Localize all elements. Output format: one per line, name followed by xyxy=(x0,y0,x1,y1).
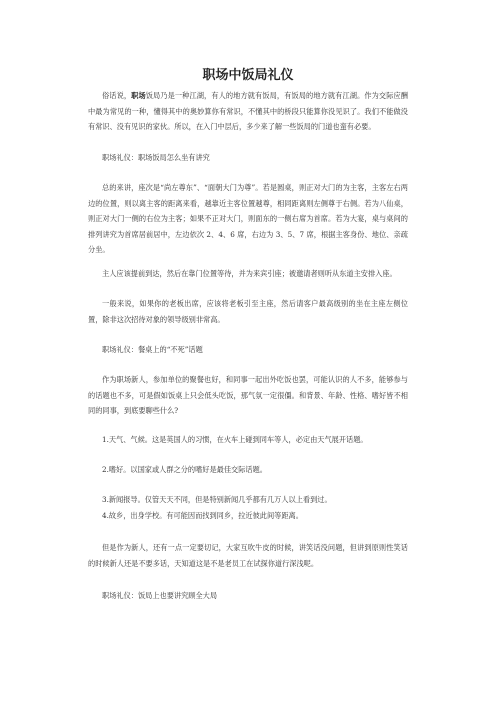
intro-bold: 职场 xyxy=(131,91,146,100)
paragraph-caution: 但是作为新人，还有一点一定要切记，大家互吹牛皮的时候，讲笑话没问题，但讲到原则性笑话的时候新人还是不要多话，天知道这是不是老员工在试探你道行深浅呢。 xyxy=(88,543,408,568)
intro-text: 饭局乃是一种江湖，有人的地方就有饭局，有饭局的地方就有江湖。作为交际应酬中最为常见的一种，懂得其中的奥妙算你有常识，不懂其中的桥段只能算你没见识了。我们不能做没有常识、没有见识的家伙。所以，在入门中层后，多少来了解一些饭局的门道也蛮有必要。 xyxy=(88,91,408,131)
paragraph-host: 主人应该提前到达，然后在靠门位置等待，并为来宾引座；被邀请者则听从东道主安排入座。 xyxy=(102,269,397,278)
list-item-news: 3.新闻报导。仅管天天不同，但是特别新闻几乎都有几万人以上看到过。 xyxy=(102,495,332,504)
section-heading-topics: 职场礼仪：餐桌上的“不死”话题 xyxy=(102,345,203,354)
paragraph-newcomer: 作为职场新人，参加单位的聚餐也好，和同事一起出外吃饭也罢，可能认识的人不多，能够参与的话题也不多，可是假如饭桌上只会低头吃饭，那气氛一定很僵。和背景、年龄、性格、嗜好皆不相同的同事，到底要聊些什么? xyxy=(88,375,408,415)
list-item-weather: 1.天气、气候。这是英国人的习惯，在火车上碰到同车等人，必定由天气展开话题。 xyxy=(102,435,368,444)
list-item-hometown: 4.故乡，出身学校。有可能因而找到同乡，拉近彼此间等距离。 xyxy=(102,511,303,520)
paragraph-intro xyxy=(88,88,408,135)
page-title: 职场中饭局礼仪 xyxy=(202,68,294,83)
section-heading-overall: 职场礼仪：饭局上也要讲究顾全大局 xyxy=(102,591,218,600)
section-heading-seating: 职场礼仪：职场饭局怎么坐有讲究 xyxy=(102,153,210,162)
intro-lead: 俗话说， xyxy=(102,91,132,100)
paragraph-boss: 一般来说，如果你的老板出席，应该将老板引至主座，然后请客户最高级别的坐在主座左侧位置，除非这次招待对象的领导级别非常高。 xyxy=(88,299,408,324)
paragraph-seating: 总的来讲，座次是“尚左尊东”、“面朝大门为尊”。若是圆桌，则正对大门的为主客，主客左右两边的位置，则以离主客的距离来看，越靠近主客位置越尊，相同距离则左侧尊于右侧。若为八仙桌，则正对大门一侧的右位为主客；如果不正对大门，则面东的一侧右席为首席。若为大宴，桌与桌间的排列讲究为首席居前居中，左边依次 2、4、6 席，右边为 3、5、7 席，根据主客身份、地位、亲疏分坐。 xyxy=(88,183,408,254)
list-item-hobbies: 2.嗜好。以国家或人群之分的嗜好是最佳交际话题。 xyxy=(102,465,267,474)
